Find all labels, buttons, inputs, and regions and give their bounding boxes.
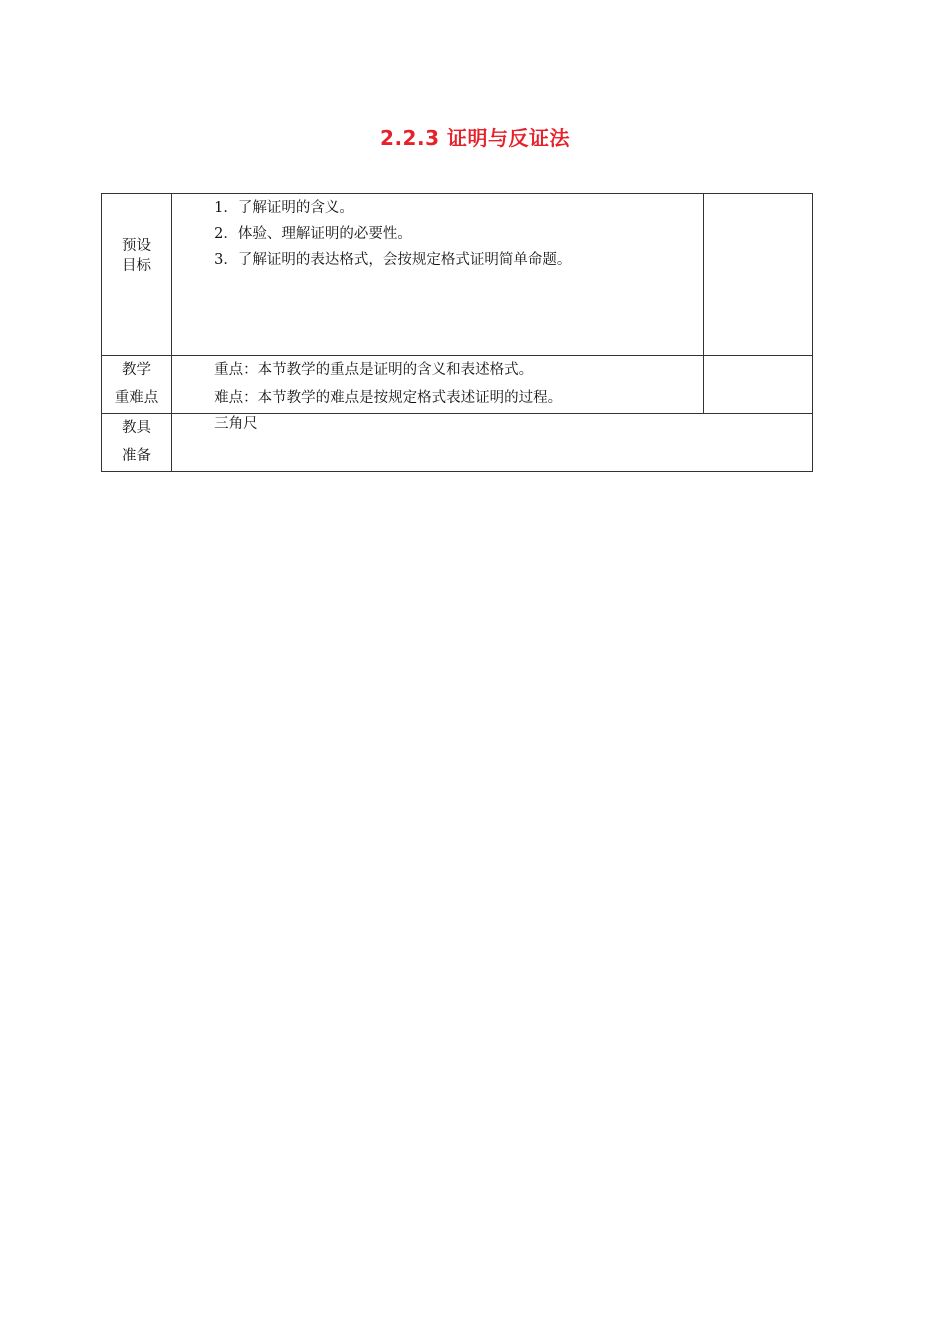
goal-item-3: 3．了解证明的表达格式，会按规定格式证明简单命题。 [214, 252, 572, 268]
focus-extra-cell [703, 356, 812, 414]
tools-row [102, 414, 813, 472]
difficult-point: 难点：本节教学的难点是按规定格式表述证明的过程。 [214, 390, 563, 406]
key-point: 重点：本节教学的重点是证明的含义和表述格式。 [214, 362, 534, 378]
focus-content-cell [172, 356, 704, 414]
goals-label-line2: 目标 [122, 258, 152, 274]
focus-row [102, 356, 813, 414]
goals-list [214, 194, 703, 273]
goals-extra-cell [703, 194, 812, 356]
page-title: 2.2.3 证明与反证法 [380, 126, 570, 150]
goals-label-cell [102, 194, 172, 356]
tools-content-cell [172, 414, 813, 472]
tools-label-cell [102, 414, 172, 472]
tools-label-line2: 准备 [122, 448, 152, 464]
focus-label-cell [102, 356, 172, 414]
goal-item-2: 2．体验、理解证明的必要性。 [214, 226, 412, 242]
goals-content-cell [172, 194, 704, 356]
focus-label-line1: 教学 [122, 362, 152, 378]
focus-label-line2: 重难点 [114, 390, 159, 406]
goals-label-line1: 预设 [122, 238, 152, 254]
lesson-plan-table [101, 193, 813, 472]
goals-row [102, 194, 813, 356]
goal-item-1: 1．了解证明的含义。 [214, 200, 354, 216]
tools-label-line1: 教具 [122, 420, 152, 436]
tools-content: 三角尺 [214, 416, 258, 432]
focus-list [214, 356, 703, 412]
